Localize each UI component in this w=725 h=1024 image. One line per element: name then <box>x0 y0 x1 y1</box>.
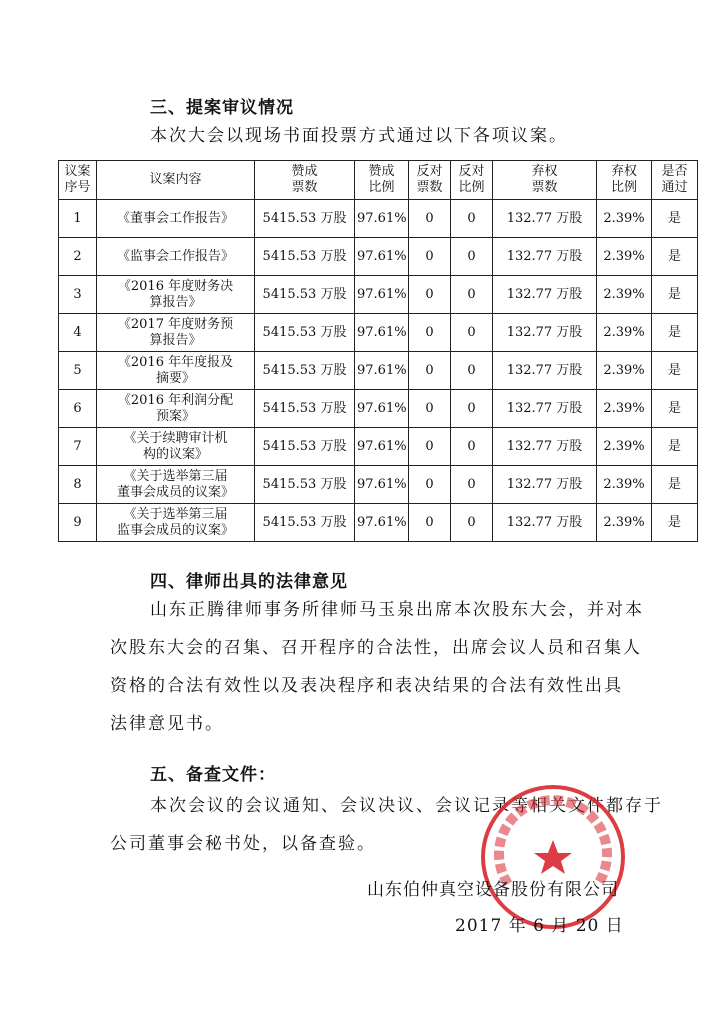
abstain-ratio: 2.39% <box>597 390 652 428</box>
header-against-votes: 反对 票数 <box>409 161 451 200</box>
abstain-votes: 132.77 万股 <box>493 504 597 542</box>
motion-content: 《2016 年年度报及 摘要》 <box>97 352 255 390</box>
abstain-ratio: 2.39% <box>597 314 652 352</box>
star-icon <box>534 840 572 874</box>
motion-content: 《董事会工作报告》 <box>97 200 255 238</box>
header-against-ratio: 反对 比例 <box>451 161 493 200</box>
abstain-ratio: 2.39% <box>597 200 652 238</box>
against-ratio: 0 <box>451 314 493 352</box>
passed: 是 <box>652 504 698 542</box>
abstain-votes: 132.77 万股 <box>493 352 597 390</box>
passed: 是 <box>652 352 698 390</box>
table-row <box>59 200 698 238</box>
signature-date: 2017 年 6 月 20 日 <box>455 916 624 936</box>
against-ratio: 0 <box>451 466 493 504</box>
against-votes: 0 <box>409 200 451 238</box>
for-votes: 5415.53 万股 <box>255 504 355 542</box>
motion-no: 9 <box>59 504 97 542</box>
header-abstain-ratio: 弃权 比例 <box>597 161 652 200</box>
passed: 是 <box>652 276 698 314</box>
header-abstain-votes: 弃权 票数 <box>493 161 597 200</box>
header-passed: 是否 通过 <box>652 161 698 200</box>
for-ratio: 97.61% <box>355 390 409 428</box>
table-row <box>59 276 698 314</box>
passed: 是 <box>652 238 698 276</box>
against-votes: 0 <box>409 428 451 466</box>
abstain-ratio: 2.39% <box>597 504 652 542</box>
motion-content: 《关于续聘审计机 构的议案》 <box>97 428 255 466</box>
passed: 是 <box>652 466 698 504</box>
signature-company: 山东伯仲真空设备股份有限公司 <box>367 880 619 900</box>
table-row <box>59 504 698 542</box>
table-row <box>59 352 698 390</box>
for-ratio: 97.61% <box>355 314 409 352</box>
for-ratio: 97.61% <box>355 200 409 238</box>
passed: 是 <box>652 314 698 352</box>
for-ratio: 97.61% <box>355 276 409 314</box>
abstain-votes: 132.77 万股 <box>493 314 597 352</box>
table-row <box>59 238 698 276</box>
against-ratio: 0 <box>451 504 493 542</box>
against-votes: 0 <box>409 276 451 314</box>
abstain-ratio: 2.39% <box>597 466 652 504</box>
table-row <box>59 466 698 504</box>
table-row <box>59 314 698 352</box>
against-ratio: 0 <box>451 276 493 314</box>
section4-heading: 四、律师出具的法律意见 <box>150 572 348 592</box>
against-votes: 0 <box>409 352 451 390</box>
section5-line-2: 公司董事会秘书处，以备查验。 <box>110 834 376 854</box>
for-votes: 5415.53 万股 <box>255 276 355 314</box>
header-for-ratio: 赞成 比例 <box>355 161 409 200</box>
abstain-votes: 132.77 万股 <box>493 238 597 276</box>
table-header-row <box>59 161 698 200</box>
for-ratio: 97.61% <box>355 238 409 276</box>
table-body <box>59 200 698 542</box>
for-votes: 5415.53 万股 <box>255 466 355 504</box>
motion-no: 1 <box>59 200 97 238</box>
table-row <box>59 428 698 466</box>
for-votes: 5415.53 万股 <box>255 238 355 276</box>
motion-no: 7 <box>59 428 97 466</box>
section3-heading: 三、提案审议情况 <box>150 98 294 118</box>
for-votes: 5415.53 万股 <box>255 314 355 352</box>
abstain-ratio: 2.39% <box>597 352 652 390</box>
abstain-votes: 132.77 万股 <box>493 466 597 504</box>
section4-line-2: 次股东大会的召集、召开程序的合法性，出席会议人员和召集人 <box>110 638 642 658</box>
against-votes: 0 <box>409 238 451 276</box>
for-ratio: 97.61% <box>355 352 409 390</box>
for-votes: 5415.53 万股 <box>255 352 355 390</box>
for-votes: 5415.53 万股 <box>255 200 355 238</box>
abstain-votes: 132.77 万股 <box>493 428 597 466</box>
header-motion-content: 议案内容 <box>97 161 255 200</box>
for-ratio: 97.61% <box>355 466 409 504</box>
motion-no: 2 <box>59 238 97 276</box>
motion-no: 5 <box>59 352 97 390</box>
for-votes: 5415.53 万股 <box>255 390 355 428</box>
for-ratio: 97.61% <box>355 504 409 542</box>
header-for-votes: 赞成 票数 <box>255 161 355 200</box>
passed: 是 <box>652 200 698 238</box>
table-row <box>59 390 698 428</box>
abstain-ratio: 2.39% <box>597 238 652 276</box>
against-votes: 0 <box>409 390 451 428</box>
motion-no: 3 <box>59 276 97 314</box>
section4-line-4: 法律意见书。 <box>110 714 224 734</box>
motion-content: 《关于选举第三届 董事会成员的议案》 <box>97 466 255 504</box>
passed: 是 <box>652 428 698 466</box>
abstain-votes: 132.77 万股 <box>493 200 597 238</box>
motion-content: 《2017 年度财务预 算报告》 <box>97 314 255 352</box>
header-motion-no: 议案 序号 <box>59 161 97 200</box>
motion-content: 《2016 年利润分配 预案》 <box>97 390 255 428</box>
for-ratio: 97.61% <box>355 428 409 466</box>
motion-content: 《2016 年度财务决 算报告》 <box>97 276 255 314</box>
section4-line-1: 山东正腾律师事务所律师马玉泉出席本次股东大会，并对本 <box>150 600 644 620</box>
motion-no: 8 <box>59 466 97 504</box>
abstain-ratio: 2.39% <box>597 428 652 466</box>
against-votes: 0 <box>409 504 451 542</box>
motion-no: 4 <box>59 314 97 352</box>
section3-intro: 本次大会以现场书面投票方式通过以下各项议案。 <box>150 126 568 146</box>
passed: 是 <box>652 390 698 428</box>
section4-line-3: 资格的合法有效性以及表决程序和表决结果的合法有效性出具 <box>110 676 623 696</box>
abstain-ratio: 2.39% <box>597 276 652 314</box>
against-ratio: 0 <box>451 352 493 390</box>
against-votes: 0 <box>409 314 451 352</box>
against-ratio: 0 <box>451 200 493 238</box>
motion-no: 6 <box>59 390 97 428</box>
motion-content: 《关于选举第三届 监事会成员的议案》 <box>97 504 255 542</box>
against-votes: 0 <box>409 466 451 504</box>
vote-results-table <box>58 160 698 542</box>
for-votes: 5415.53 万股 <box>255 428 355 466</box>
against-ratio: 0 <box>451 390 493 428</box>
section5-line-1: 本次会议的会议通知、会议决议、会议记录等相关文件都存于 <box>150 796 663 816</box>
section5-heading: 五、备查文件： <box>150 765 276 785</box>
abstain-votes: 132.77 万股 <box>493 390 597 428</box>
against-ratio: 0 <box>451 428 493 466</box>
motion-content: 《监事会工作报告》 <box>97 238 255 276</box>
against-ratio: 0 <box>451 238 493 276</box>
abstain-votes: 132.77 万股 <box>493 276 597 314</box>
